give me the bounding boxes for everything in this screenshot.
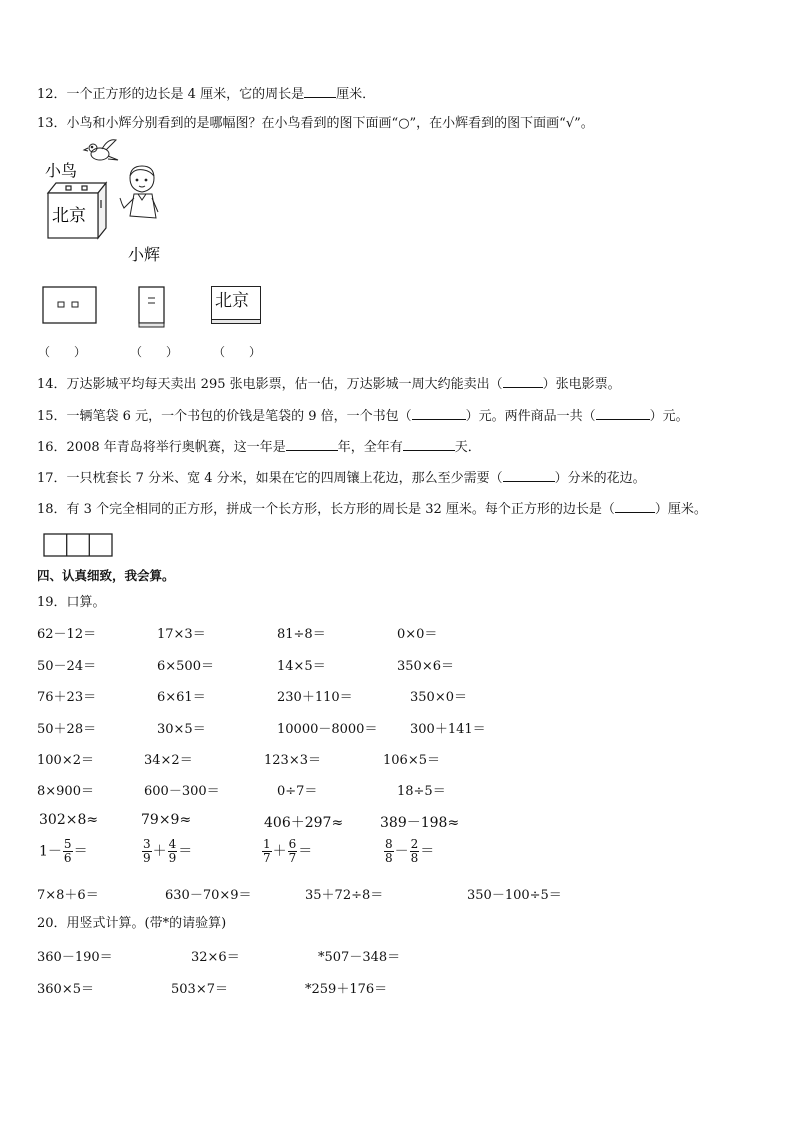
q16-answer-blank-2[interactable] xyxy=(403,437,455,451)
calc-item: 100×2＝ xyxy=(37,753,94,768)
calc-item: 50－24＝ xyxy=(37,659,97,674)
box-text: 北京 xyxy=(52,206,86,226)
frac-equals: ＝ xyxy=(73,843,88,860)
q16-text-mid: 年，全年有 xyxy=(337,440,403,455)
option-2-answer[interactable]: （ ） xyxy=(130,345,179,359)
q15-answer-blank-1[interactable] xyxy=(412,406,466,420)
calc-item: 360－190＝ xyxy=(37,950,113,965)
q12-answer-blank[interactable] xyxy=(304,84,336,98)
question-18 xyxy=(37,499,707,519)
mixed-calc-row xyxy=(37,884,757,906)
calc-item: 123×3＝ xyxy=(264,753,321,768)
frac-item-2 xyxy=(141,838,192,865)
denominator: 8 xyxy=(385,851,393,865)
calc-item: 360×5＝ xyxy=(37,982,94,997)
calc-item: 7×8＋6＝ xyxy=(37,888,99,903)
numerator: 2 xyxy=(410,837,419,851)
fraction xyxy=(142,838,152,865)
fraction-row xyxy=(37,838,757,874)
numerator: 4 xyxy=(168,837,177,851)
calc-item: 302×8≈ xyxy=(39,812,99,828)
numerator: 5 xyxy=(63,837,72,851)
q14-text: 14．万达影城平均每天卖出 295 张电影票，估一估，万达影城一周大约能卖出（ xyxy=(37,377,503,392)
fraction xyxy=(288,838,298,865)
vertical-calc-row xyxy=(37,946,757,968)
bird-label: 小鸟 xyxy=(45,161,78,180)
calc-item: 62－12＝ xyxy=(37,627,97,642)
q14-answer-blank[interactable] xyxy=(503,374,543,388)
q12-text-end: 厘米． xyxy=(336,87,376,102)
calc-item: 6×61＝ xyxy=(157,690,206,705)
denominator: 6 xyxy=(63,851,72,865)
calc-item: 350×0＝ xyxy=(410,690,467,705)
calc-item: 50＋28＝ xyxy=(37,722,97,737)
q12-text: 12．一个正方形的边长是 4 厘米，它的周长是 xyxy=(37,87,305,102)
denominator: 8 xyxy=(410,851,419,865)
calc-item: 8×900＝ xyxy=(37,784,94,799)
denominator: 7 xyxy=(263,851,271,865)
calc-item: 600－300＝ xyxy=(144,784,220,799)
calc-item: 300＋141＝ xyxy=(410,722,486,737)
question-12 xyxy=(37,84,375,104)
calc-item: 0÷7＝ xyxy=(277,784,318,799)
frac-equals: ＝ xyxy=(298,843,313,860)
numerator: 6 xyxy=(288,837,297,851)
q13-illustration xyxy=(38,138,188,266)
q17-answer-blank[interactable] xyxy=(503,468,555,482)
calc-item: 30×5＝ xyxy=(157,722,206,737)
frac-equals: ＝ xyxy=(420,843,435,860)
calc-item: 34×2＝ xyxy=(144,753,193,768)
question-17 xyxy=(37,468,646,488)
calc-item: 17×3＝ xyxy=(157,627,206,642)
question-14 xyxy=(37,374,621,394)
frac-item-4 xyxy=(383,838,434,865)
three-squares-figure xyxy=(43,533,115,558)
view-option-3-text: 北京 xyxy=(215,291,249,311)
calc-item: 350×6＝ xyxy=(397,659,454,674)
boy-icon xyxy=(120,166,158,218)
question-15 xyxy=(37,406,689,426)
q16-text: 16．2008 年青岛将举行奥帆赛，这一年是 xyxy=(37,440,286,455)
q15-text-mid: ）元。两件商品一共（ xyxy=(465,409,596,424)
calc-item: 406＋297≈ xyxy=(264,815,344,831)
frac-prefix: 1－ xyxy=(39,843,62,860)
calc-item: *507－348＝ xyxy=(318,950,401,965)
calc-row xyxy=(37,655,757,677)
q16-answer-blank-1[interactable] xyxy=(286,437,338,451)
numerator: 8 xyxy=(385,837,393,851)
fraction xyxy=(262,838,272,865)
calc-item: 76＋23＝ xyxy=(37,690,97,705)
calc-item: 503×7＝ xyxy=(171,982,228,997)
q14-text-end: ）张电影票。 xyxy=(542,377,621,392)
calc-row xyxy=(37,686,757,708)
question-20-title: 20．用竖式计算。(带*的请验算) xyxy=(37,916,227,931)
frac-item-3 xyxy=(261,838,312,865)
calc-item: 0×0＝ xyxy=(397,627,438,642)
q18-text-end: ）厘米。 xyxy=(654,502,707,517)
denominator: 9 xyxy=(143,851,151,865)
q18-answer-blank[interactable] xyxy=(615,499,655,513)
calc-item: 230＋110＝ xyxy=(277,690,353,705)
q17-text: 17．一只枕套长 7 分米、宽 4 分米，如果在它的四周镶上花边，那么至少需要（ xyxy=(37,471,503,486)
vertical-calc-row xyxy=(37,978,757,1000)
view-option-2[interactable] xyxy=(138,286,168,330)
numerator: 1 xyxy=(263,837,271,851)
question-16 xyxy=(37,437,481,457)
option-3-answer[interactable]: （ ） xyxy=(213,345,262,359)
section-4-title: 四、认真细致，我会算。 xyxy=(37,568,175,583)
calc-item: 350－100÷5＝ xyxy=(467,888,562,903)
calc-item: 6×500＝ xyxy=(157,659,214,674)
fraction xyxy=(384,838,394,865)
frac-operator: ＋ xyxy=(152,843,167,860)
frac-item-1 xyxy=(39,838,88,865)
calc-item: 106×5＝ xyxy=(383,753,440,768)
q15-text: 15．一辆笔袋 6 元，一个书包的价钱是笔袋的 9 倍，一个书包（ xyxy=(37,409,412,424)
frac-operator: ＋ xyxy=(272,843,287,860)
fraction xyxy=(168,838,178,865)
calc-item: 79×9≈ xyxy=(141,812,192,828)
q16-text-end: 天． xyxy=(454,440,481,455)
calc-row xyxy=(37,623,757,645)
bird-icon xyxy=(84,140,118,160)
calc-item: 35＋72÷8＝ xyxy=(305,888,384,903)
calc-row xyxy=(37,749,757,771)
option-1-answer[interactable]: （ ） xyxy=(38,345,87,359)
numerator: 3 xyxy=(143,837,151,851)
q15-answer-blank-2[interactable] xyxy=(596,406,650,420)
calc-item: 14×5＝ xyxy=(277,659,326,674)
q15-text-end: ）元。 xyxy=(649,409,689,424)
calc-item: *259＋176＝ xyxy=(305,982,388,997)
view-option-3[interactable] xyxy=(211,286,264,324)
calc-item: 389－198≈ xyxy=(380,815,460,831)
question-19-title: 19．口算。 xyxy=(37,595,106,610)
calc-item: 630－70×9＝ xyxy=(165,888,252,903)
calc-item: 18÷5＝ xyxy=(397,784,446,799)
fraction xyxy=(63,838,73,865)
calc-item: 10000－8000＝ xyxy=(277,722,378,737)
q18-text: 18．有 3 个完全相同的正方形，拼成一个长方形，长方形的周长是 32 厘米。每个正方形的边长是（ xyxy=(37,502,615,517)
q17-text-end: ）分米的花边。 xyxy=(554,471,646,486)
calc-item: 81÷8＝ xyxy=(277,627,326,642)
calc-row xyxy=(37,718,757,740)
fraction xyxy=(410,838,420,865)
boy-label: 小辉 xyxy=(128,245,161,264)
question-13: 13．小鸟和小辉分别看到的是哪幅图？在小鸟看到的图下面画“○”，在小辉看到的图下面画“√”。 xyxy=(37,116,594,131)
calc-item: 32×6＝ xyxy=(191,950,240,965)
frac-equals: ＝ xyxy=(178,843,193,860)
denominator: 7 xyxy=(288,851,297,865)
calc-row xyxy=(37,812,757,834)
calc-row xyxy=(37,780,757,802)
frac-operator: － xyxy=(394,843,409,860)
denominator: 9 xyxy=(168,851,177,865)
view-option-1[interactable] xyxy=(42,286,98,326)
